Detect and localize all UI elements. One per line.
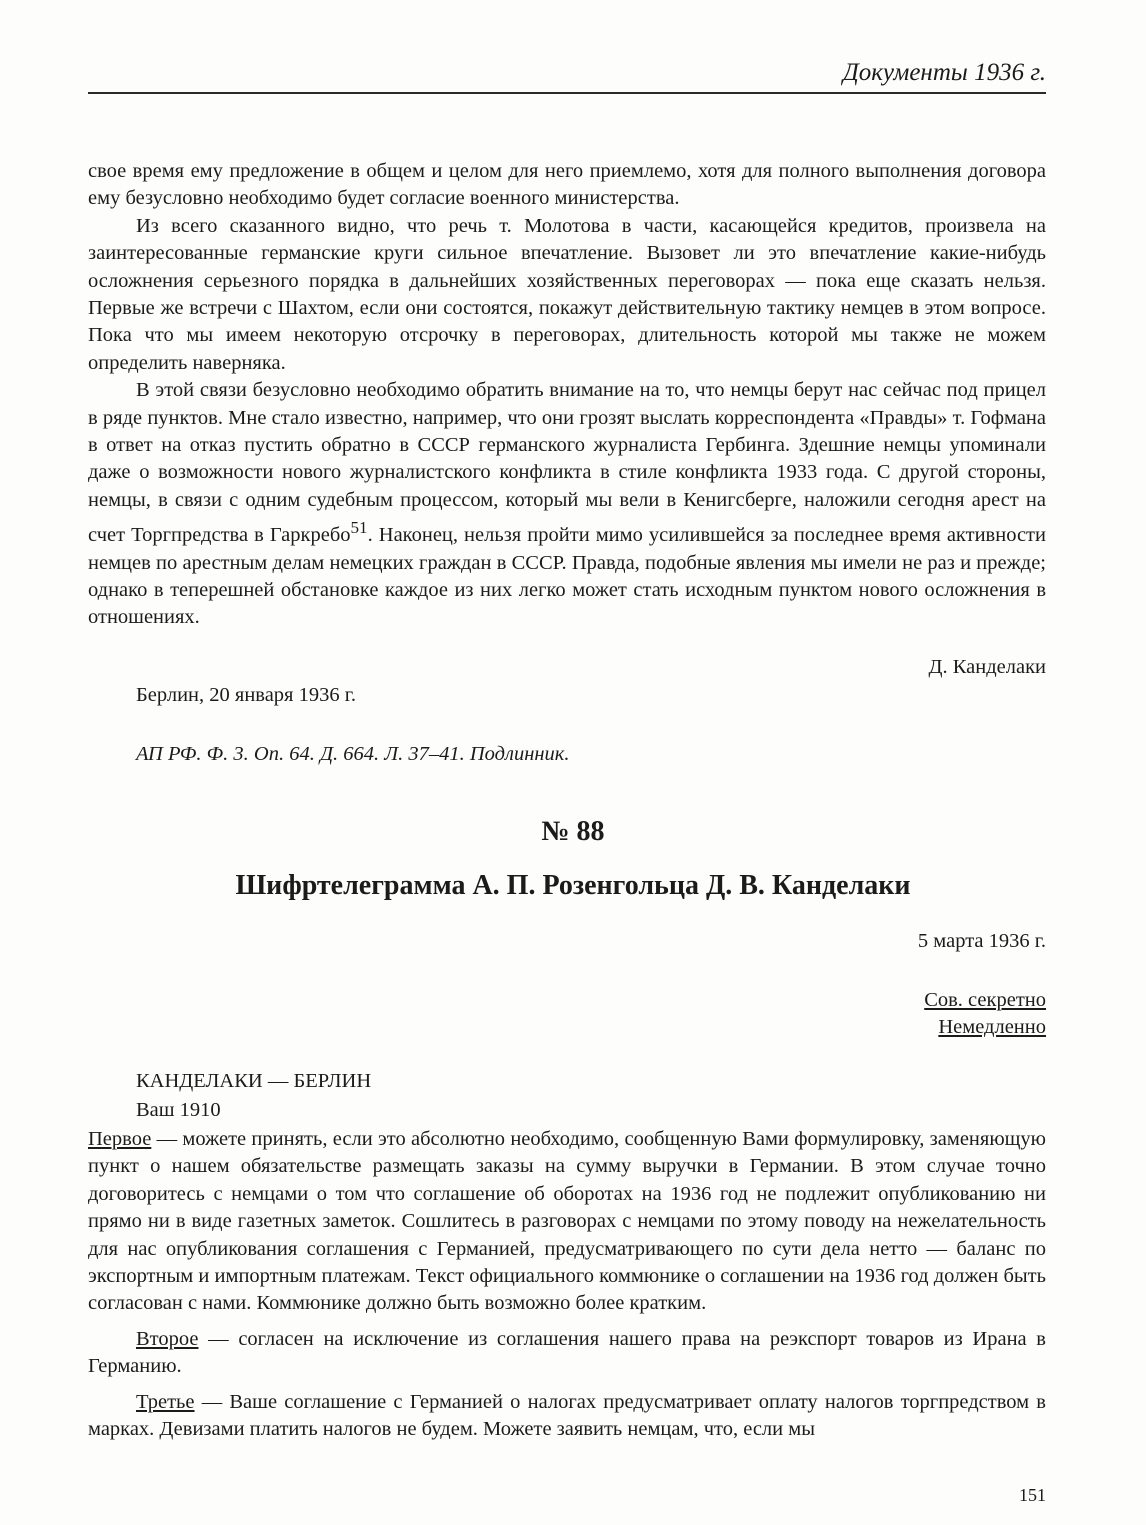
paragraph-text: — согласен на исключение из соглашения нашего права на реэкспорт товаров из Ирана в Германию. <box>88 1327 1046 1378</box>
paragraph <box>88 377 1046 631</box>
paragraph-text: . Наконец, нельзя пройти мимо усилившейся за последнее время активности немцев по арестным делам немецких граждан в СССР. Правда, подобные явления мы имели не раз и прежде; однако в теперешней обстановке каждое из них легко может стать исходным пунктом нового осложнения в отношениях. <box>88 524 1046 629</box>
running-head: Документы 1936 г. <box>842 59 1046 86</box>
document-date: 5 марта 1936 г. <box>917 930 1046 952</box>
classification-secret: Сов. секретно <box>924 989 1046 1011</box>
paragraph: свое время ему предложение в общем и целом для него приемлемо, хотя для полного выполнения договора ему безусловно необходимо будет согласие военного министерства. <box>88 160 1046 210</box>
paragraph <box>88 1126 1046 1318</box>
paragraph: Из всего сказанного видно, что речь т. Молотова в части, касающейся кредитов, произвела на заинтересованные германские круги сильное впечатление. Вызовет ли это впечатление какие-нибудь осложнения серьезного порядка в дальнейших хозяйственных переговорах — пока еще сказать нельзя. Первые же встречи с Шахтом, если они состоятся, покажут действительную тактику немцев в этом вопросе. Пока что мы имеем некоторую отсрочку в переговорах, длительность которой мы также не можем определить наверняка. <box>88 214 1046 374</box>
document-title: Шифртелеграмма А. П. Розенгольца Д. В. Канделаки <box>235 870 911 901</box>
signature: Д. Канделаки <box>928 656 1046 678</box>
document-number: № 88 <box>541 816 605 847</box>
paragraph <box>88 1389 1046 1444</box>
point-label: Второе <box>136 1327 199 1350</box>
point-label: Первое <box>88 1128 152 1150</box>
classification-urgent: Немедленно <box>938 1016 1046 1038</box>
page-number: 151 <box>1019 1485 1046 1505</box>
header-rule <box>88 92 1046 94</box>
place-date: Берлин, 20 января 1936 г. <box>136 684 356 706</box>
paragraph <box>88 1326 1046 1381</box>
footnote-ref[interactable]: 51 <box>350 518 368 538</box>
addressee: КАНДЕЛАКИ — БЕРЛИН <box>136 1070 372 1092</box>
telegram-body <box>88 1126 1046 1451</box>
paragraph-text: В этой связи безусловно необходимо обратить внимание на то, что немцы берут нас сейчас под прицел в ряде пунктов. Мне стало известно, например, что они грозят выслать корреспондента «Правды» т. Гофмана в ответ на отказ пустить обратно в СССР германского журналиста Гербинга. Здешние немцы упоминали даже о возможности нового журналистского конфликта в стиле конфликта 1933 года. С другой стороны, немцы, в связи с одним судебным процессом, который мы вели в Кенигсберге, наложили сегодня арест на счет Торгпредства в Гаркребо <box>88 379 1046 547</box>
point-label: Третье <box>136 1390 195 1413</box>
paragraph-text: — можете принять, если это абсолютно необходимо, сообщенную Вами формулировку, заменяющую пункт о нашем обязательстве размещать заказы на сумму выручки в Германии. В этом случае точно договоритесь с немцами о том что соглашение об оборотах на 1936 год не подлежит опубликованию ни прямо ни в виде газетных заметок. Сошлитесь в разговорах с немцами по этому поводу на нежелательность для нас опубликования соглашения с Германией, предусматривающего по сути дела нетто — баланс по экспортным и импортным платежам. Текст официального коммюнике о соглашении на 1936 год должен быть согласован с нами. Коммюнике должно быть возможно более кратким. <box>88 1128 1046 1315</box>
reference-number: Ваш 1910 <box>136 1099 221 1121</box>
paragraph-text: — Ваше соглашение с Германией о налогах предусматривает оплату налогов торгпредством в марках. Девизами платить налогов не будем. Можете заявить немцам, что, если мы <box>88 1390 1046 1441</box>
archive-reference: АП РФ. Ф. 3. Оп. 64. Д. 664. Л. 37–41. Подлинник. <box>136 743 570 765</box>
continuation-text <box>88 158 1046 632</box>
